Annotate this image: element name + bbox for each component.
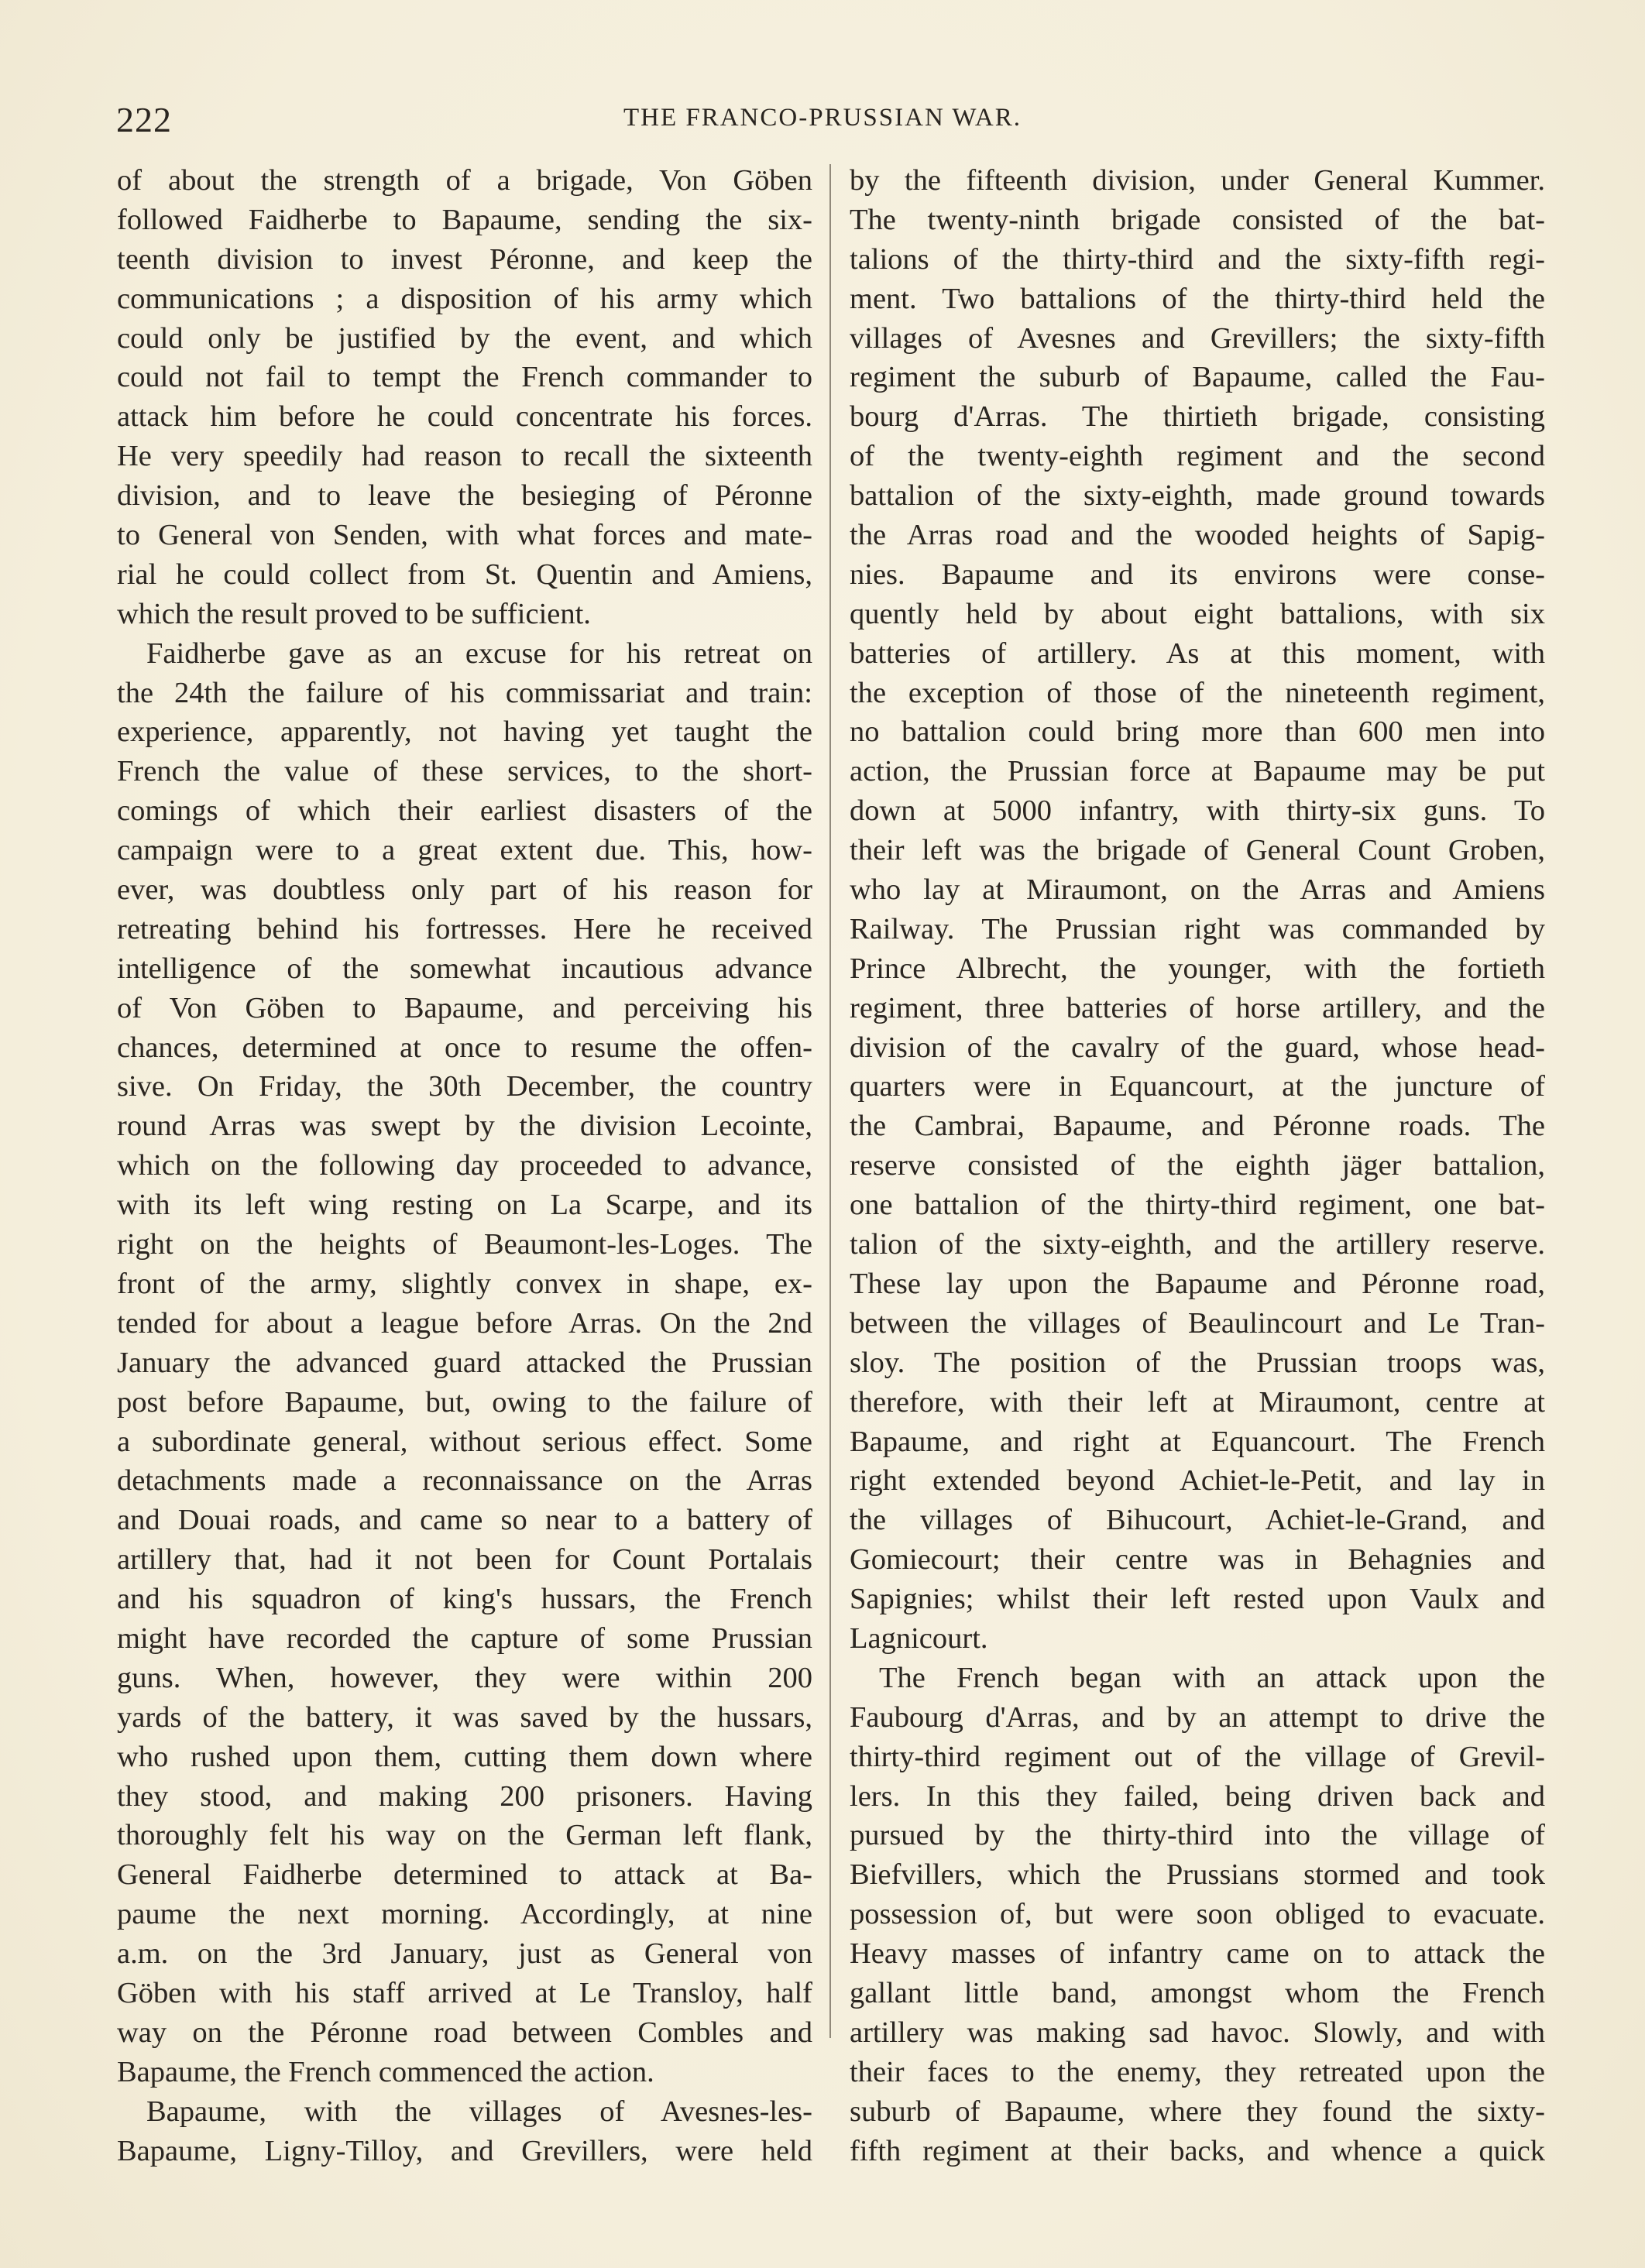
text-line: the 24th the failure of his commissariat and train: [117, 676, 812, 709]
text-line: The twenty-ninth brigade consisted of the bat- [850, 203, 1545, 236]
text-line: Gomiecourt; their centre was in Behagnies and [850, 1543, 1545, 1577]
text-line: reserve consisted of the eighth jäger battalion, [850, 1149, 1545, 1182]
text-line: sive. On Friday, the 30th December, the country [117, 1070, 812, 1103]
text-line: January the advanced guard attacked the Prussian [117, 1346, 812, 1379]
text-line: Göben with his staff arrived at Le Transloy, half [117, 1976, 812, 2009]
text-line: division, and to leave the besieging of Péronne [117, 479, 812, 513]
text-line: which on the following day proceeded to advance, [117, 1149, 812, 1182]
text-line: might have recorded the capture of some Prussian [117, 1621, 812, 1655]
text-line: rial he could collect from St. Quentin and Amiens, [117, 558, 812, 591]
text-line: the villages of Bihucourt, Achiet-le-Grand, and [850, 1504, 1545, 1537]
text-line: regiment, three batteries of horse artillery, and the [850, 991, 1545, 1024]
running-head [116, 99, 1529, 146]
running-title: THE FRANCO-PRUSSIAN WAR. [623, 104, 1022, 132]
text-line: batteries of artillery. As at this moment, with [850, 636, 1545, 670]
text-line: The French began with an attack upon the [879, 1661, 1545, 1694]
text-line: thirty-third regiment out of the village of Grevil- [850, 1740, 1545, 1773]
text-line: of Von Göben to Bapaume, and perceiving his [117, 991, 812, 1024]
text-line: therefore, with their left at Miraumont, centre at [850, 1385, 1545, 1419]
text-line: chances, determined at once to resume the offen- [117, 1031, 812, 1064]
text-line: Railway. The Prussian right was commanded by [850, 912, 1545, 945]
text-line: of the twenty-eighth regiment and the second [850, 440, 1545, 473]
text-line: the Cambrai, Bapaume, and Péronne roads. The [850, 1110, 1545, 1143]
text-line: talions of the thirty-third and the sixty-fifth regi- [850, 242, 1545, 276]
text-line: fifth regiment at their backs, and whence a quick [850, 2134, 1545, 2167]
text-line: of about the strength of a brigade, Von Göben [117, 164, 812, 197]
text-line: guns. When, however, they were within 200 [117, 1661, 812, 1694]
text-line: way on the Péronne road between Combles and [117, 2016, 812, 2049]
text-line: action, the Prussian force at Bapaume may be put [850, 755, 1545, 788]
text-line: possession of, but were soon obliged to evacuate. [850, 1898, 1545, 1931]
text-line: down at 5000 infantry, with thirty-six guns. To [850, 794, 1545, 828]
text-line: French the value of these services, to the short- [117, 755, 812, 788]
text-line: experience, apparently, not having yet taught the [117, 715, 812, 749]
text-line: could only be justified by the event, and which [117, 321, 812, 355]
text-line: lers. In this they failed, being driven back and [850, 1779, 1545, 1813]
text-line: ment. Two battalions of the thirty-third held the [850, 282, 1545, 315]
text-line: campaign were to a great extent due. This, how- [117, 834, 812, 867]
text-line: Bapaume, the French commenced the action. [117, 2055, 654, 2088]
text-line: thoroughly felt his way on the German left flank, [117, 1819, 812, 1852]
column-divider [829, 164, 831, 2038]
text-line: Faidherbe gave as an excuse for his retreat on [146, 636, 812, 670]
text-line: who lay at Miraumont, on the Arras and Amiens [850, 873, 1545, 907]
text-line: no battalion could bring more than 600 men into [850, 715, 1545, 749]
text-line: yards of the battery, it was saved by the hussars, [117, 1700, 812, 1734]
left-text-column [117, 161, 812, 2170]
text-line: paume the next morning. Accordingly, at nine [117, 1898, 812, 1931]
text-line: talion of the sixty-eighth, and the artillery reserve. [850, 1228, 1545, 1261]
text-line: front of the army, slightly convex in shape, ex- [117, 1267, 812, 1300]
text-line: right on the heights of Beaumont-les-Loges. The [117, 1228, 812, 1261]
text-line: Lagnicourt. [850, 1621, 988, 1655]
text-line: pursued by the thirty-third into the village of [850, 1819, 1545, 1852]
text-line: retreating behind his fortresses. Here he received [117, 912, 812, 945]
text-line: tended for about a league before Arras. On the 2nd [117, 1306, 812, 1340]
text-line: These lay upon the Bapaume and Péronne road, [850, 1267, 1545, 1300]
text-line: battalion of the sixty-eighth, made ground towards [850, 479, 1545, 513]
text-line: Biefvillers, which the Prussians stormed and took [850, 1858, 1545, 1892]
text-line: between the villages of Beaulincourt and Le Tran- [850, 1306, 1545, 1340]
text-line: the exception of those of the nineteenth regiment, [850, 676, 1545, 709]
text-line: could not fail to tempt the French commander to [117, 361, 812, 394]
text-line: and Douai roads, and came so near to a battery of [117, 1504, 812, 1537]
text-line: Bapaume, and right at Equancourt. The French [850, 1425, 1545, 1458]
text-line: quarters were in Equancourt, at the juncture of [850, 1070, 1545, 1103]
text-line: to General von Senden, with what forces and mate- [117, 519, 812, 552]
text-line: round Arras was swept by the division Lecointe, [117, 1110, 812, 1143]
text-line: sloy. The position of the Prussian troops was, [850, 1346, 1545, 1379]
text-line: teenth division to invest Péronne, and keep the [117, 242, 812, 276]
text-line: a.m. on the 3rd January, just as General von [117, 1937, 812, 1971]
text-line: which the result proved to be sufficient. [117, 597, 591, 630]
text-line: with its left wing resting on La Scarpe, and its [117, 1189, 812, 1222]
text-line: division of the cavalry of the guard, whose head- [850, 1031, 1545, 1064]
text-line: a subordinate general, without serious effect. Some [117, 1425, 812, 1458]
text-line: post before Bapaume, but, owing to the failure of [117, 1385, 812, 1419]
text-line: Heavy masses of infantry came on to attack the [850, 1937, 1545, 1971]
page-number: 222 [116, 100, 172, 139]
text-line: ever, was doubtless only part of his reason for [117, 873, 812, 907]
text-line: artillery that, had it not been for Count Portalais [117, 1543, 812, 1577]
text-line: detachments made a reconnaissance on the Arras [117, 1464, 812, 1498]
text-line: Faubourg d'Arras, and by an attempt to drive the [850, 1700, 1545, 1734]
text-line: General Faidherbe determined to attack at Ba- [117, 1858, 812, 1892]
text-line: Bapaume, with the villages of Avesnes-les- [146, 2095, 812, 2128]
text-line: regiment the suburb of Bapaume, called the Fau- [850, 361, 1545, 394]
text-line: artillery was making sad havoc. Slowly, and with [850, 2016, 1545, 2049]
text-line: who rushed upon them, cutting them down where [117, 1740, 812, 1773]
text-line: and his squadron of king's hussars, the French [117, 1583, 812, 1616]
text-line: gallant little band, amongst whom the French [850, 1976, 1545, 2009]
right-text-column [850, 161, 1545, 2170]
text-line: attack him before he could concentrate his forces. [117, 400, 812, 434]
text-line: the Arras road and the wooded heights of Sapig- [850, 519, 1545, 552]
text-line: followed Faidherbe to Bapaume, sending the six- [117, 203, 812, 236]
text-line: Prince Albrecht, the younger, with the fortieth [850, 952, 1545, 985]
text-line: He very speedily had reason to recall the sixteenth [117, 440, 812, 473]
text-line: bourg d'Arras. The thirtieth brigade, consisting [850, 400, 1545, 434]
text-line: quently held by about eight battalions, with six [850, 597, 1545, 630]
text-line: by the fifteenth division, under General Kummer. [850, 164, 1545, 197]
text-line: villages of Avesnes and Grevillers; the sixty-fifth [850, 321, 1545, 355]
text-line: communications ; a disposition of his army which [117, 282, 812, 315]
text-line: intelligence of the somewhat incautious advance [117, 952, 812, 985]
text-line: they stood, and making 200 prisoners. Having [117, 1779, 812, 1813]
text-line: one battalion of the thirty-third regiment, one bat- [850, 1189, 1545, 1222]
text-line: nies. Bapaume and its environs were conse- [850, 558, 1545, 591]
text-line: their faces to the enemy, they retreated upon the [850, 2055, 1545, 2088]
text-line: comings of which their earliest disasters of the [117, 794, 812, 828]
text-line: their left was the brigade of General Count Groben, [850, 834, 1545, 867]
text-line: suburb of Bapaume, where they found the sixty- [850, 2095, 1545, 2128]
text-line: right extended beyond Achiet-le-Petit, and lay in [850, 1464, 1545, 1498]
text-line: Sapignies; whilst their left rested upon Vaulx and [850, 1583, 1545, 1616]
text-line: Bapaume, Ligny-Tilloy, and Grevillers, were held [117, 2134, 812, 2167]
